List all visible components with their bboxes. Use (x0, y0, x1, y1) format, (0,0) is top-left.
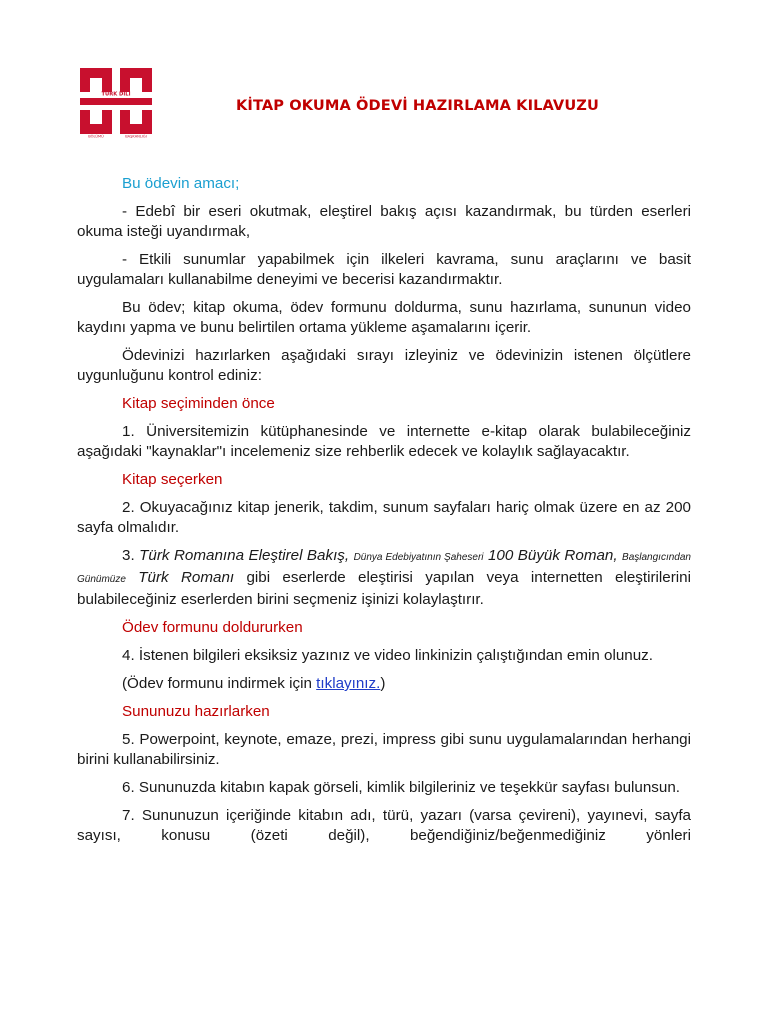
logo-text-right: BAŞKANLIĞI (125, 134, 147, 138)
form-download-prefix: (Ödev formunu indirmek için (122, 675, 312, 692)
logo-text-left: BÖLÜMÜ (88, 134, 104, 138)
item-3-number: 3. (122, 547, 135, 564)
intro-goal-2: - Etkili sunumlar yapabilmek için ilkeleri kavrama, sunu araçlarını ve basit uygulamaları kullanabilme deneyimi ve becerisi kazandırmaktır. (77, 251, 691, 288)
item-3-subtitle-2: Başlangıcından Günümüze (77, 552, 691, 585)
item-1: 1. Üniversitemizin kütüphanesinde ve internette e-kitap olarak bulabileceğiniz aşağıdaki "kaynaklar"ı incelemeniz size rehberlik edecek ve kolaylık sağlayacaktır. (77, 423, 691, 460)
item-3-book-1: Türk Romanına Eleştirel Bakış, (139, 547, 350, 564)
section-heading-presentation: Sununuzu hazırlarken (122, 703, 270, 720)
form-download-line (77, 674, 691, 694)
intro-scope: Bu ödev; kitap okuma, ödev formunu doldurma, sunu hazırlama, sununun video kaydını yapma ve bunu belirtilen ortama yükleme aşamalarını içerir. (77, 299, 691, 336)
item-7: 7. Sununuzun içeriğinde kitabın adı, türü, yazarı (varsa çevireni), yayınevi, sayfa sayısı, konusu (özeti değil), beğendiğiniz/beğenmediğiniz yönleri (77, 807, 691, 844)
item-3-book-3: Türk Romanı (138, 569, 235, 586)
section-heading-while-selecting: Kitap seçerken (122, 471, 223, 488)
item-3-rest: gibi eserlerde eleştirisi yapılan veya internetten eleştirilerini bulabileceğiniz eserlerden birini seçmeniz işinizi kolaylaştırır. (77, 569, 691, 608)
logo-graphic (78, 66, 154, 138)
section-heading-before-selection: Kitap seçiminden önce (122, 395, 275, 412)
item-5: 5. Powerpoint, keynote, emaze, prezi, impress gibi sunu uygulamalarından herhangi birini kullanabilirsiniz. (77, 731, 691, 768)
intro-instruction: Ödevinizi hazırlarken aşağıdaki sırayı izleyiniz ve ödevinizin istenen ölçütlere uygunluğunu kontrol ediniz: (77, 347, 691, 384)
logo-text-top: TÜRK DİLİ (101, 91, 131, 98)
document-title: KİTAP OKUMA ÖDEVİ HAZIRLAMA KILAVUZU (236, 97, 599, 114)
intro-goal-1: - Edebî bir eseri okutmak, eleştirel bakış açısı kazandırmak, bu türden eserleri okuma isteği uyandırmak, (77, 203, 691, 240)
item-4: 4. İstenen bilgileri eksiksiz yazınız ve video linkinizin çalıştığından emin olunuz. (122, 647, 653, 664)
document-body (77, 174, 691, 854)
section-heading-form: Ödev formunu doldururken (122, 619, 303, 636)
form-download-suffix: ) (380, 675, 386, 692)
item-3-subtitle-1: Dünya Edebiyatının Şaheseri (353, 552, 484, 563)
item-6: 6. Sununuzda kitabın kapak görseli, kimlik bilgileriniz ve teşekkür sayfası bulunsun. (122, 779, 681, 796)
item-3 (77, 546, 691, 610)
form-download-link[interactable]: tıklayınız. (316, 675, 381, 692)
item-3-book-2: 100 Büyük Roman, (487, 547, 618, 564)
intro-heading: Bu ödevin amacı; (122, 175, 240, 192)
item-2: 2. Okuyacağınız kitap jenerik, takdim, sunum sayfaları hariç olmak üzere en az 200 sayfa olmalıdır. (77, 499, 691, 536)
tdb-logo (78, 66, 154, 138)
